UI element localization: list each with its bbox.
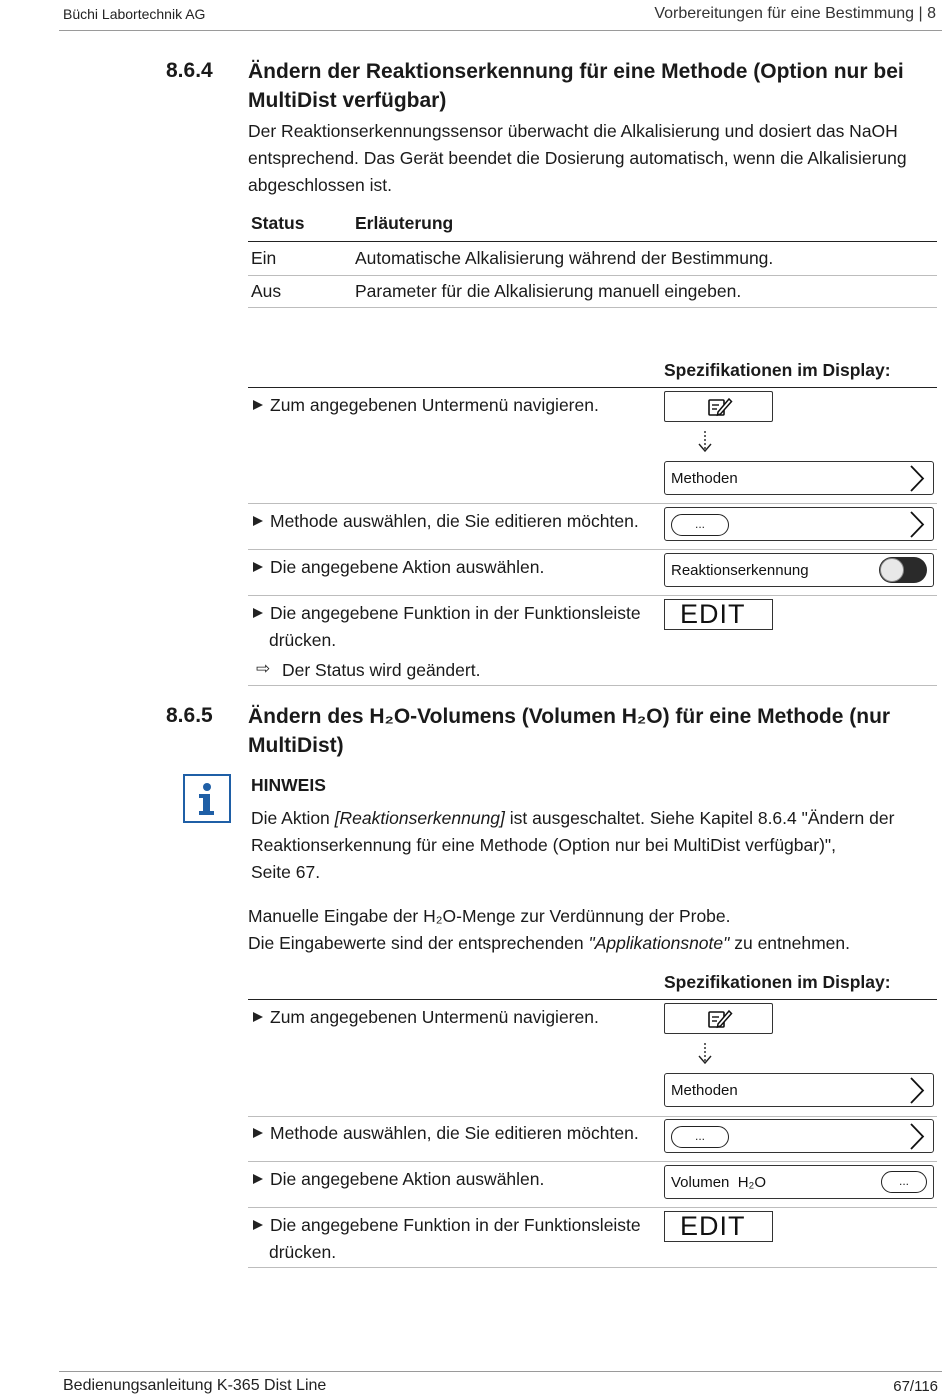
steps-bottom-rule-865 bbox=[248, 1267, 937, 1268]
step-text: Zum angegebenen Untermenü navigieren. bbox=[270, 1007, 599, 1027]
step-bullet-icon bbox=[253, 516, 263, 526]
application-note-ref: "Applikationsnote" bbox=[588, 933, 730, 953]
chevron-right-icon bbox=[909, 1077, 925, 1104]
intro-864-line3: abgeschlossen ist. bbox=[248, 175, 392, 195]
step-bullet-icon bbox=[253, 1128, 263, 1138]
table-header-explanation: Erläuterung bbox=[355, 213, 454, 233]
step-text: Zum angegebenen Untermenü navigieren. bbox=[270, 395, 599, 415]
reaction-detection-row[interactable] bbox=[664, 553, 934, 587]
section-title-865-line2: MultiDist) bbox=[248, 734, 344, 757]
footer-page-number: 67/116 bbox=[893, 1378, 938, 1395]
edit-pencil-icon bbox=[707, 1008, 733, 1030]
table-header-status: Status bbox=[251, 213, 305, 233]
header-company: Büchi Labortechnik AG bbox=[63, 6, 206, 22]
reaction-detection-label: Reaktionserkennung bbox=[671, 562, 809, 579]
water-volume-value-pill[interactable] bbox=[881, 1171, 927, 1193]
step-bullet-icon bbox=[253, 608, 263, 618]
table-cell-explanation-on: Automatische Alkalisierung während der Bestimmung. bbox=[355, 248, 774, 268]
notice-line3: Seite 67. bbox=[251, 862, 321, 882]
step-864-select-method bbox=[253, 508, 639, 535]
chevron-right-icon bbox=[909, 465, 925, 492]
header-divider bbox=[59, 30, 942, 31]
step-865-select-action bbox=[253, 1166, 544, 1193]
step-text: Die angegebene Funktion in der Funktionsleiste bbox=[270, 1215, 641, 1235]
step-865-press-function bbox=[253, 1212, 641, 1239]
method-select-row-864[interactable] bbox=[664, 507, 934, 541]
step-divider bbox=[248, 549, 937, 550]
info-icon bbox=[183, 774, 231, 823]
submenu-edit-button-864[interactable] bbox=[664, 391, 773, 422]
step-text: Methode auswählen, die Sie editieren möchten. bbox=[270, 1123, 639, 1143]
intro-864-line2: entsprechend. Das Gerät beendet die Dosierung automatisch, wenn die Alkalisierung bbox=[248, 148, 907, 168]
footer-divider bbox=[59, 1371, 942, 1372]
footer-manual-title: Bedienungsanleitung K-365 Dist Line bbox=[63, 1377, 327, 1394]
step-865-navigate bbox=[253, 1004, 599, 1031]
notice-line2: Reaktionserkennung für eine Methode (Option nur bei MultiDist verfügbar)", bbox=[251, 835, 836, 855]
step-text: Methode auswählen, die Sie editieren möchten. bbox=[270, 511, 639, 531]
step-divider bbox=[248, 1161, 937, 1162]
methods-menu-label: Methoden bbox=[671, 1082, 738, 1099]
notice-action-ref: [Reaktionserkennung] bbox=[334, 808, 505, 828]
step-865-select-method bbox=[253, 1120, 639, 1147]
chevron-right-icon bbox=[909, 1123, 925, 1150]
intro-865-line1: Manuelle Eingabe der H₂O-Menge zur Verdünnung der Probe. bbox=[248, 906, 731, 926]
notice-title: HINWEIS bbox=[251, 775, 326, 795]
step-864-press-function-line2: drücken. bbox=[269, 630, 337, 650]
method-value-pill bbox=[671, 514, 729, 536]
intro-864-line1: Der Reaktionserkennungssensor überwacht die Alkalisierung und dosiert das NaOH bbox=[248, 121, 898, 141]
pill-label: ... bbox=[898, 1174, 909, 1188]
step-864-navigate bbox=[253, 392, 599, 419]
step-bullet-icon bbox=[253, 562, 263, 572]
intro-text: Die Eingabewerte sind der entsprechenden bbox=[248, 933, 589, 953]
section-title-865-line1: Ändern des H₂O-Volumens (Volumen H₂O) für eine Methode (nur bbox=[248, 705, 891, 728]
section-number-864: 8.6.4 bbox=[166, 59, 213, 82]
step-865-press-function-line2: drücken. bbox=[269, 1242, 337, 1262]
header-chapter: Vorbereitungen für eine Bestimmung | 8 bbox=[654, 5, 936, 22]
section-title-864-line1: Ändern der Reaktionserkennung für eine Methode (Option nur bei bbox=[248, 60, 904, 83]
methods-menu-label: Methoden bbox=[671, 470, 738, 487]
notice-line1 bbox=[251, 805, 894, 832]
edit-function-button-864[interactable] bbox=[664, 599, 773, 630]
reaction-detection-toggle[interactable] bbox=[879, 557, 927, 583]
section-number-865: 8.6.5 bbox=[166, 704, 213, 727]
edit-button-label: EDIT bbox=[680, 1211, 746, 1241]
intro-865-line2 bbox=[248, 930, 850, 957]
edit-pencil-icon bbox=[707, 396, 733, 418]
table-header-rule bbox=[248, 241, 937, 242]
method-value-pill bbox=[671, 1126, 729, 1148]
notice-text: Die Aktion bbox=[251, 808, 335, 828]
intro-text: zu entnehmen. bbox=[729, 933, 850, 953]
edit-function-button-865[interactable] bbox=[664, 1211, 773, 1242]
step-864-result: Der Status wird geändert. bbox=[282, 660, 481, 680]
table-row-rule bbox=[248, 275, 937, 276]
submenu-edit-button-865[interactable] bbox=[664, 1003, 773, 1034]
step-text: Die angegebene Aktion auswählen. bbox=[270, 557, 545, 577]
pill-label: ... bbox=[694, 517, 705, 531]
step-text: Die angegebene Funktion in der Funktionsleiste bbox=[270, 603, 641, 623]
navigate-down-arrow-icon bbox=[697, 430, 713, 454]
info-glyph bbox=[185, 776, 229, 821]
steps-bottom-rule-864 bbox=[248, 685, 937, 686]
step-bullet-icon bbox=[253, 1174, 263, 1184]
step-bullet-icon bbox=[253, 1220, 263, 1230]
pill-label: ... bbox=[694, 1129, 705, 1143]
step-bullet-icon bbox=[253, 400, 263, 410]
navigate-down-arrow-icon bbox=[697, 1042, 713, 1066]
step-divider bbox=[248, 1116, 937, 1117]
step-bullet-icon bbox=[253, 1012, 263, 1022]
notice-text: ist ausgeschaltet. Siehe Kapitel 8.6.4 "Ändern der bbox=[504, 808, 895, 828]
chevron-right-icon bbox=[909, 511, 925, 538]
step-864-press-function bbox=[253, 600, 641, 627]
table-cell-status-off: Aus bbox=[251, 281, 282, 301]
table-bottom-rule bbox=[248, 307, 937, 308]
step-864-select-action bbox=[253, 554, 544, 581]
table-cell-explanation-off: Parameter für die Alkalisierung manuell eingeben. bbox=[355, 281, 742, 301]
spec-title-864: Spezifikationen im Display: bbox=[664, 360, 891, 380]
methods-menu-row-864[interactable] bbox=[664, 461, 934, 495]
water-volume-label: Volumen H₂O bbox=[671, 1174, 767, 1191]
method-select-row-865[interactable] bbox=[664, 1119, 934, 1153]
step-divider bbox=[248, 595, 937, 596]
steps-top-rule-865 bbox=[248, 999, 937, 1000]
edit-button-label: EDIT bbox=[680, 599, 746, 629]
spec-title-865: Spezifikationen im Display: bbox=[664, 972, 891, 992]
step-divider bbox=[248, 503, 937, 504]
result-arrow-icon: ⇨ bbox=[256, 659, 271, 678]
step-divider bbox=[248, 1207, 937, 1208]
water-volume-row[interactable] bbox=[664, 1165, 934, 1199]
table-cell-status-on: Ein bbox=[251, 248, 277, 268]
section-title-864-line2: MultiDist verfügbar) bbox=[248, 89, 447, 112]
methods-menu-row-865[interactable] bbox=[664, 1073, 934, 1107]
toggle-knob bbox=[880, 558, 904, 582]
step-text: Die angegebene Aktion auswählen. bbox=[270, 1169, 545, 1189]
steps-top-rule-864 bbox=[248, 387, 937, 388]
